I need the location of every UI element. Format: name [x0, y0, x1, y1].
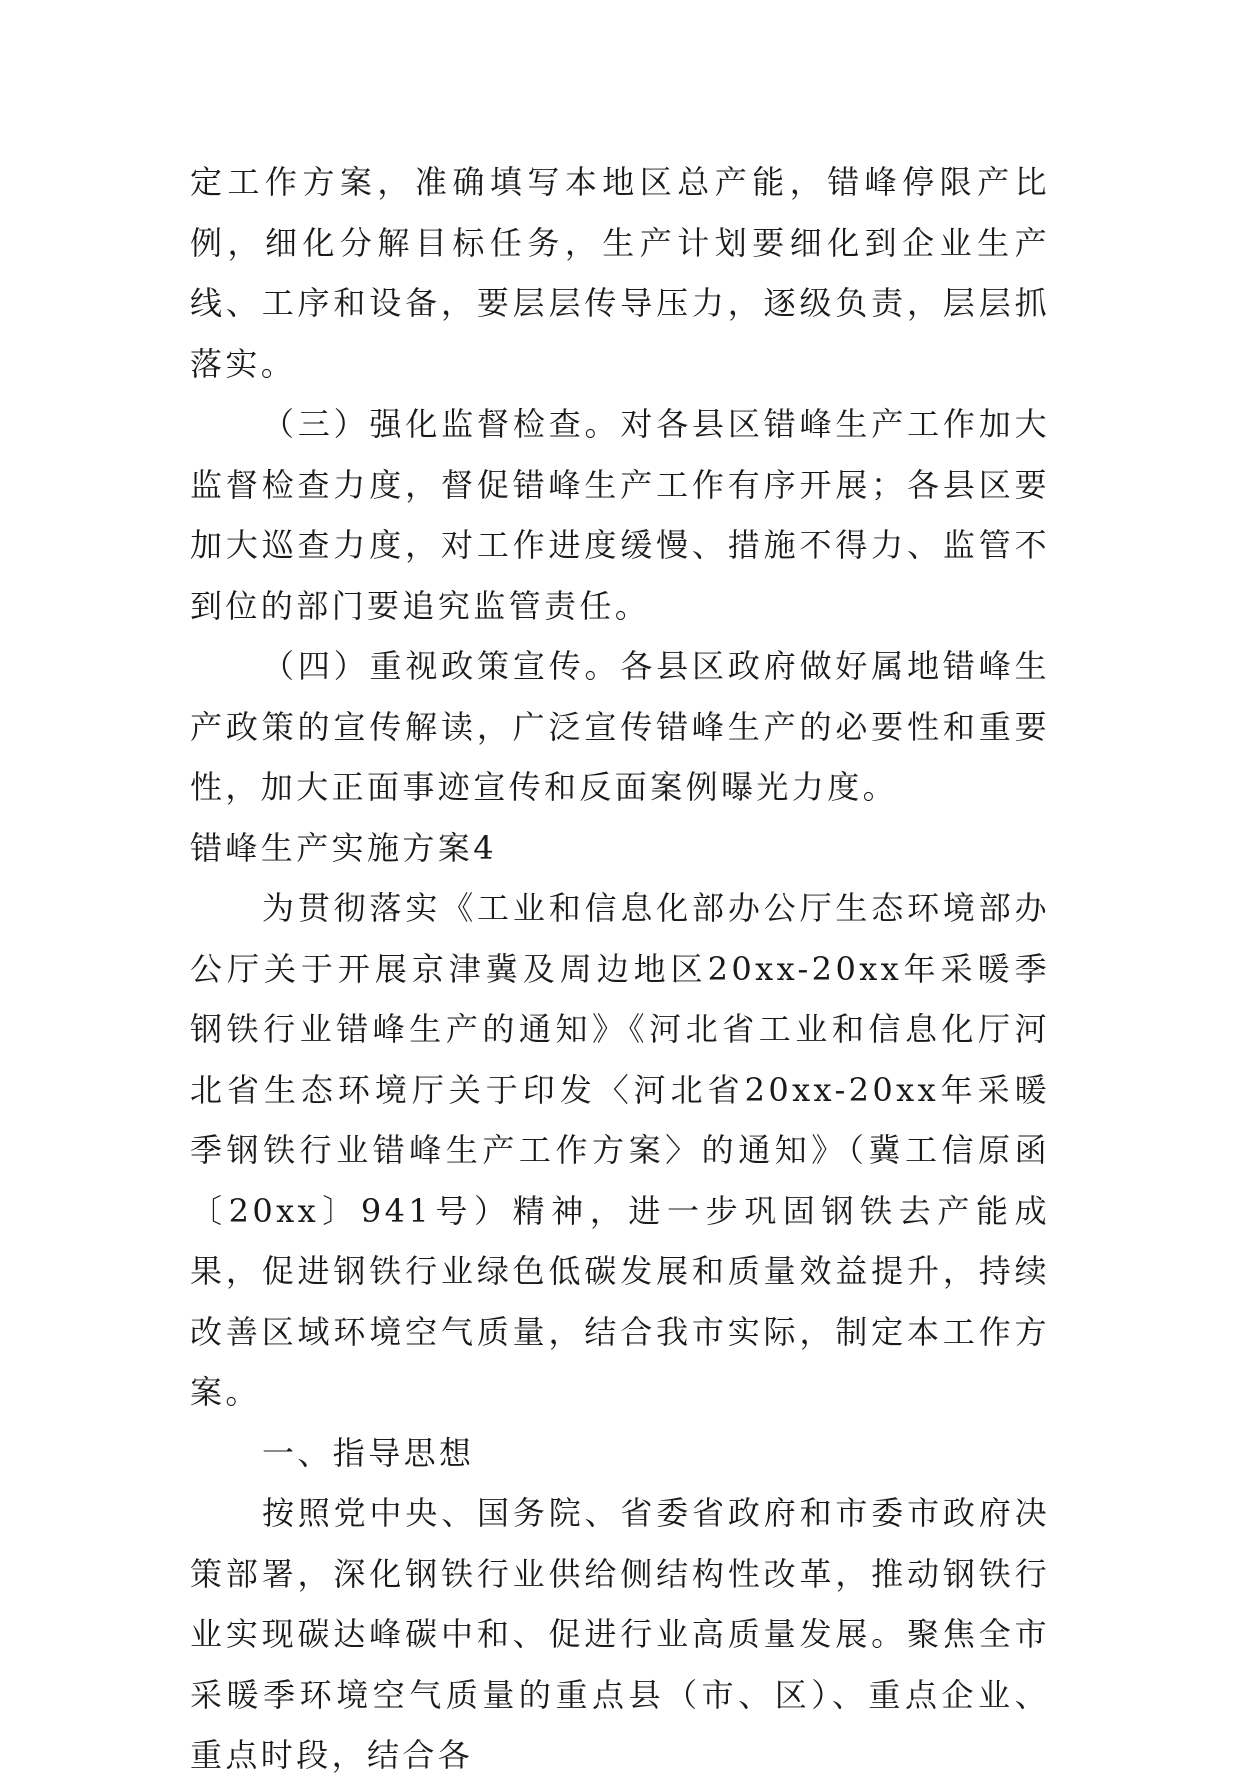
heading-guiding-ideology: 一、指导思想: [262, 1433, 475, 1472]
paragraph-guiding-ideology: 按照党中央、国务院、省委省政府和市委市政府决策部署，深化钢铁行业供给侧结构性改革，推动钢铁行业实现碳达峰碳中和、促进行业高质量发展。聚焦全市采暖季环境空气质量的重点县（市、区）、重点企业、重点时段，结合各: [190, 1494, 1050, 1774]
document-body: [190, 152, 1050, 1786]
paragraph-purpose: 为贯彻落实《工业和信息化部办公厅生态环境部办公厅关于开展京津冀及周边地区20xx-20xx年采暖季钢铁行业错峰生产的通知》《河北省工业和信息化厅河北省生态环境厅关于印发〈河北省20xx-20xx年采暖季钢铁行业错峰生产工作方案〉的通知》（冀工信原函〔20xx〕941号）精神，进一步巩固钢铁去产能成果，促进钢铁行业绿色低碳发展和质量效益提升，持续改善区域环境空气质量，结合我市实际，制定本工作方案。: [190, 889, 1050, 1411]
section-title: 错峰生产实施方案4: [190, 828, 497, 867]
paragraph-policy-publicity: （四）重视政策宣传。各县区政府做好属地错峰生产政策的宣传解读，广泛宣传错峰生产的必要性和重要性，加大正面事迹宣传和反面案例曝光力度。: [190, 647, 1050, 806]
paragraph-continuation: 定工作方案，准确填写本地区总产能，错峰停限产比例，细化分解目标任务，生产计划要细化到企业生产线、工序和设备，要层层传导压力，逐级负责，层层抓落实。: [190, 163, 1050, 383]
paragraph-supervision: （三）强化监督检查。对各县区错峰生产工作加大监督检查力度，督促错峰生产工作有序开展；各县区要加大巡查力度，对工作进度缓慢、措施不得力、监管不到位的部门要追究监管责任。: [190, 405, 1050, 625]
